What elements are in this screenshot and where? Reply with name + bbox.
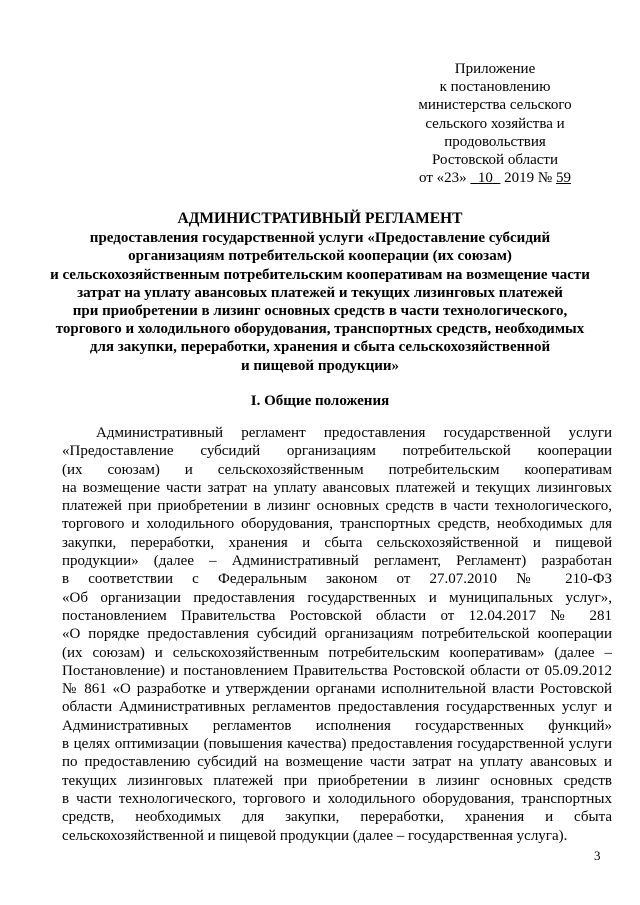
title-line: при приобретении в лизинг основных средств в части технологического, — [72, 303, 568, 320]
body-line: сельскохозяйственной и пищевой продукции (далее – государственная услуга). — [62, 827, 568, 844]
body-line: «О порядке предоставления субсидий организациям потребительской кооперации — [62, 626, 612, 643]
appendix-line: продовольствия — [444, 133, 546, 150]
body-line: «Предоставление субсидий организациям потребительской кооперации — [62, 443, 612, 460]
body-line: платежей при приобретении в лизинг основных средств в части технологического, — [62, 498, 612, 515]
body-line: в части технологического, торгового и холодильного оборудования, транспортных — [62, 790, 612, 807]
appendix-line: Ростовской области — [432, 152, 558, 169]
body-line: средств, необходимых для закупки, переработки, хранения и сбыта — [62, 809, 612, 826]
section-heading: I. Общие положения — [250, 393, 390, 409]
body-line: (их союзам) и сельскохозяйственным потребительским кооперативам» (далее – — [62, 644, 612, 661]
date-month: 10 — [477, 170, 493, 187]
body-line: Административных регламентов исполнения государственных функций» — [62, 717, 612, 734]
body-line: на возмещение части затрат на уплату авансовых платежей и текущих лизинговых — [62, 479, 612, 496]
body-line: № 861 «О разработке и утверждении органами исполнительной власти Ростовской — [62, 681, 612, 698]
appendix-date — [400, 169, 590, 187]
title-line: для закупки, переработки, хранения и сбыта сельскохозяйственной — [89, 339, 551, 356]
appendix-block — [400, 60, 590, 187]
appendix-line: Приложение — [454, 61, 536, 77]
title-line: и сельскохозяйственным потребительским кооперативам на возмещение части — [50, 266, 590, 283]
title-line: торгового и холодильного оборудования, транспортных средств, необходимых — [55, 321, 585, 338]
body-line: продукции» (далее – Административный регламент, Регламент) разработан — [62, 553, 612, 570]
title-line: затрат на уплату авансовых платежей и текущих лизинговых платежей — [77, 284, 563, 301]
appendix-line: к постановлению — [439, 79, 551, 96]
date-year: 2019 № — [504, 170, 553, 187]
appendix-line: министерства сельского — [418, 97, 572, 114]
body-paragraph — [62, 424, 612, 845]
page-number: 3 — [594, 848, 601, 863]
body-line: Административный регламент предоставления государственной услуги — [96, 425, 612, 441]
body-line: текущих лизинговых платежей при приобретении в лизинг основных средств — [62, 772, 612, 789]
appendix-line: сельского хозяйства и — [425, 115, 565, 132]
body-line: торгового и холодильного оборудования, транспортных средств, необходимых для — [62, 516, 612, 533]
title-main: АДМИНИСТРАТИВНЫЙ РЕГЛАМЕНТ — [177, 210, 463, 227]
body-line: постановлением Правительства Ростовской области от 12.04.2017 № 281 — [62, 607, 612, 624]
regulation-title — [40, 210, 600, 375]
title-line: и пищевой продукции» — [240, 357, 400, 374]
title-line: организациям потребительской кооперации (их союзам) — [128, 248, 512, 265]
body-line: в соответствии с Федеральным законом от 27.07.2010 № 210-ФЗ — [62, 571, 612, 588]
date-prefix: от «23» — [419, 170, 467, 187]
body-line: (их союзам) и сельскохозяйственным потребительским кооперативам — [62, 461, 612, 478]
body-line: Постановление) и постановлением Правительства Ростовской области от 05.09.2012 — [62, 662, 612, 679]
body-line: закупки, переработки, хранения и сбыта сельскохозяйственной и пищевой — [62, 534, 612, 551]
body-line: области Административных регламентов предоставления государственных услуг и — [62, 699, 612, 716]
body-line: в целях оптимизации (повышения качества) предоставления государственной услуги — [62, 736, 612, 753]
date-number: 59 — [555, 170, 571, 187]
body-line: по предоставлению субсидий на возмещение части затрат на уплату авансовых и — [62, 754, 612, 771]
body-line: «Об организации предоставления государственных и муниципальных услуг», — [62, 589, 612, 606]
title-line: предоставления государственной услуги «Предоставление субсидий — [89, 230, 551, 247]
